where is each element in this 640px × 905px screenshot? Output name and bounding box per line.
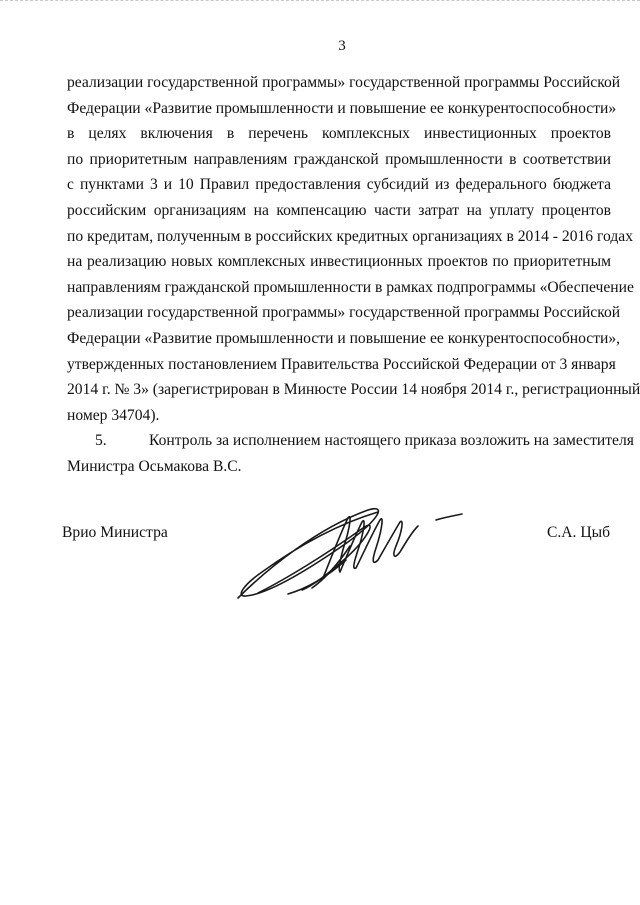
text-line: номер 34704). <box>67 406 160 424</box>
text-line: с пунктами 3 и 10 Правил предоставления субсидий из федерального бюджета <box>67 176 611 194</box>
item-5-paragraph <box>67 428 634 454</box>
signer-role: Врио Министра <box>62 524 168 541</box>
scan-top-edge <box>0 0 640 3</box>
text-line: 2014 г. № 3» (зарегистрирован в Минюсте России 14 ноября 2014 г., регистрационный <box>67 381 640 399</box>
text-line: реализации государственной программы» государственной программы Российской <box>67 74 621 91</box>
item-5-line-1: Контроль за исполнением настоящего приказа возложить на заместителя <box>149 432 634 450</box>
handwritten-signature <box>228 498 478 606</box>
text-line: Федерации «Развитие промышленности и повышение ее конкурентоспособности», <box>67 329 621 347</box>
page-number: 3 <box>338 38 346 54</box>
text-line: по приоритетным направлениям гражданской промышленности в соответствии <box>67 150 611 168</box>
text-line: российским организациям на компенсацию части затрат на уплату процентов <box>67 201 611 219</box>
text-line: Федерации «Развитие промышленности и повышение ее конкурентоспособности» <box>67 99 617 117</box>
text-line: реализации государственной программы» государственной программы Российской <box>67 304 621 322</box>
item-5-line-2: Министра Осьмакова В.С. <box>67 457 242 475</box>
text-line: по кредитам, полученным в российских кредитных организациях в 2014 - 2016 годах <box>67 227 633 245</box>
text-line: на реализацию новых комплексных инвестиционных проектов по приоритетным <box>67 253 611 271</box>
text-line: направлениям гражданской промышленности в рамках подпрограммы «Обеспечение <box>67 278 634 296</box>
order-text <box>67 70 640 480</box>
signer-name: С.А. Цыб <box>546 524 610 541</box>
text-line: утвержденных постановлением Правительства Российской Федерации от 3 января <box>67 355 616 373</box>
item-number: 5. <box>95 432 107 450</box>
text-line: в целях включения в перечень комплексных инвестиционных проектов <box>67 125 611 143</box>
